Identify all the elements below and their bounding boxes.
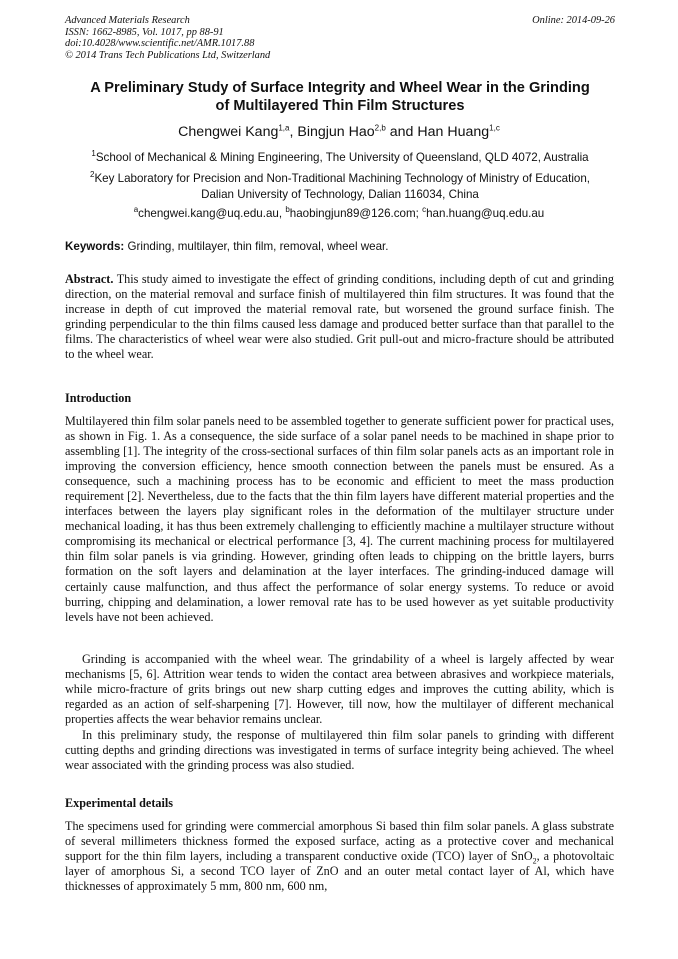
paper-title bbox=[55, 79, 625, 115]
abstract-text: This study aimed to investigate the effect of grinding conditions, including depth of cut and grinding direction, on the material removal and surface finish of multilayered thin film structures. It was found that the increase in depth of cut improved the material removal rate, but worsened the ground surface finish. The grinding perpendicular to the thin films caused less damage and produced better surface than that parallel to the films. The characteristics of wheel wear were also studied. Grit pull-out and micro-fracture should be attributed to the wheel wear. bbox=[65, 272, 614, 362]
keywords-text: Grinding, multilayer, thin film, removal, wheel wear. bbox=[127, 240, 389, 253]
author-sep: and bbox=[385, 124, 418, 140]
email-sep: ; bbox=[415, 207, 423, 220]
affiliation-1 bbox=[30, 150, 650, 166]
author-list bbox=[0, 124, 678, 140]
title-line-1: A Preliminary Study of Surface Integrity and Wheel Wear in the Grinding bbox=[90, 80, 590, 96]
journal-header bbox=[65, 15, 270, 61]
email-link[interactable]: haobingjun89@126.com bbox=[289, 207, 416, 220]
abstract-label: Abstract. bbox=[65, 272, 114, 286]
author-sep: , bbox=[289, 124, 298, 140]
author-sup: 1,a bbox=[278, 123, 290, 133]
affiliation-text: School of Mechanical & Mining Engineering, The University of Queensland, QLD 4072, Australia bbox=[95, 151, 589, 164]
email-link[interactable]: han.huang@uq.edu.au bbox=[426, 207, 545, 220]
affiliation-text-2: Dalian University of Technology, Dalian 116034, China bbox=[201, 187, 479, 201]
intro-paragraph-1: Multilayered thin film solar panels need to be assembled together to generate sufficient power for practical uses, as shown in Fig. 1. As a consequence, the side surface of a solar panel needs to be machined in shape prior to assembling [1]. The integrity of the cross-sectional surfaces of thin film solar panels acts as an important role in improving the conversion efficiency, hence smooth connection between the panels must be ensured. As a consequence, such a machining process has to be economic and efficient to meet the mass production requirement [2]. Nevertheless, due to the facts that the thin film layers have different material properties and the interfaces between the layers play significant roles in the deformation of the multilayer structure under mechanical loading, it has thus been extremely challenging to efficiently machine a multilayer structure without compromising its mechanical or electrical performance [3, 4]. The current machining process for multilayered thin film solar panels is via grinding. However, grinding often leads to chipping on the brittle layers, burrs formation on the soft layers and delamination at the layer interfaces. The grinding-induced damage will certainly cause malfunction, and thus affect the performance of solar energy systems. To reduce or avoid burring, chipping and delamination, a lower removal rate has to be used however as yet suitable productivity levels have not been achieved. bbox=[65, 414, 614, 624]
author-name: Bingjun Hao bbox=[297, 124, 375, 140]
title-line-2: of Multilayered Thin Film Structures bbox=[215, 98, 465, 114]
section-heading-experimental: Experimental details bbox=[65, 796, 173, 810]
affiliation-sup: 1 bbox=[91, 149, 96, 159]
affiliation-text: Key Laboratory for Precision and Non-Traditional Machining Technology of Ministry of Education, bbox=[94, 172, 591, 185]
author-sup: 2,b bbox=[374, 123, 386, 133]
online-date: Online: 2014-09-26 bbox=[532, 15, 615, 26]
email-link[interactable]: chengwei.kang@uq.edu.au bbox=[138, 207, 279, 220]
email-list bbox=[0, 207, 678, 220]
keywords bbox=[65, 240, 388, 253]
abstract bbox=[65, 272, 614, 362]
section-heading-introduction: Introduction bbox=[65, 391, 132, 405]
author-name: Chengwei Kang bbox=[178, 124, 279, 140]
experimental-paragraph bbox=[65, 819, 614, 894]
email-sup: c bbox=[422, 205, 427, 215]
experimental-text-2: , a photovoltaic layer of amorphous Si, a second TCO layer of ZnO and an outer metal contact layer of Al, which have thicknesses of approximately 5 mm, 800 nm, 600 nm, bbox=[65, 849, 615, 894]
email-sep: , bbox=[278, 207, 286, 220]
author-name: Han Huang bbox=[417, 124, 490, 140]
intro-paragraph-3: In this preliminary study, the response of multilayered thin film solar panels to grinding with different cutting depths and grinding directions was investigated in terms of surface integrity being achieved. The wheel wear associated with the grinding process was also studied. bbox=[65, 728, 614, 773]
journal-name: Advanced Materials Research bbox=[65, 15, 190, 26]
keywords-label: Keywords: bbox=[65, 240, 125, 253]
author-sup: 1,c bbox=[489, 123, 500, 133]
intro-paragraph-2: Grinding is accompanied with the wheel wear. The grindability of a wheel is largely affected by wear mechanisms [5, 6]. Attrition wear tends to widen the contact area between abrasives and workpiece materials, while micro-fracture of grits brings out new sharp cutting edges and improves the cutting ability, which is regarded as an action of self-sharpening [7]. However, till now, how the multilayer of different mechanical properties affects the wear behavior remains unclear. bbox=[65, 652, 614, 727]
affiliation-2 bbox=[30, 171, 650, 202]
copyright: © 2014 Trans Tech Publications Ltd, Switzerland bbox=[65, 49, 271, 61]
subscript-2: 2 bbox=[532, 856, 537, 866]
issn: ISSN: 1662-8985, Vol. 1017, pp 88-91 bbox=[65, 26, 224, 38]
experimental-text-1: The specimens used for grinding were commercial amorphous Si based thin film solar panels. A glass substrate of several millimeters thickness formed the exposed surface, acting as a protective cover and mechanical support for the thin film layers, including a transparent conductive oxide (TCO) layer of SnO bbox=[65, 819, 614, 864]
email-sup: a bbox=[133, 205, 139, 215]
affiliation-sup: 2 bbox=[89, 170, 95, 180]
doi: doi:10.4028/www.scientific.net/AMR.1017.88 bbox=[65, 38, 255, 50]
email-sup: b bbox=[285, 205, 290, 215]
